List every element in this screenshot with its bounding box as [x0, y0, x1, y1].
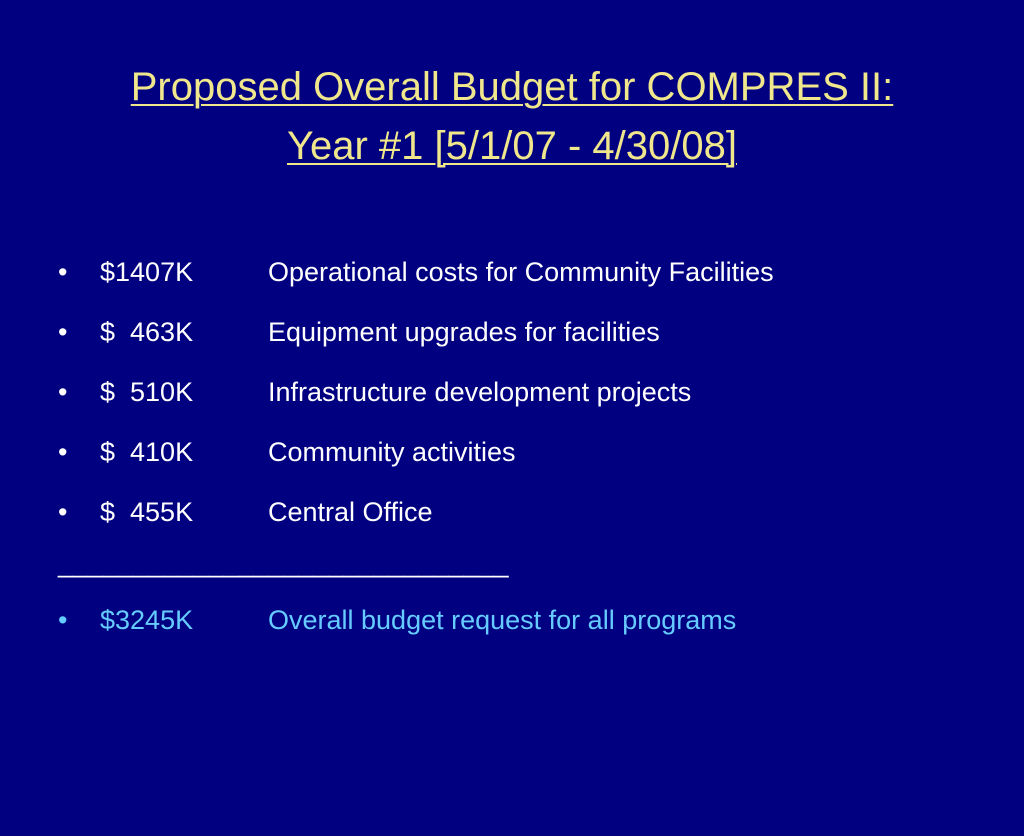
budget-item [58, 248, 1008, 308]
bullet-icon: • [58, 317, 68, 347]
budget-description: Infrastructure development projects [268, 377, 692, 407]
budget-amount: $ 510K [100, 377, 194, 407]
budget-amount: $1407K [100, 257, 194, 287]
divider-line: ______________________________ [58, 548, 509, 578]
budget-description: Equipment upgrades for facilities [268, 317, 660, 347]
budget-list [58, 248, 1008, 656]
title-line-2: Year #1 [5/1/07 - 4/30/08] [287, 124, 737, 168]
budget-total [58, 596, 1008, 656]
budget-description: Operational costs for Community Facilities [268, 257, 774, 287]
bullet-icon: • [58, 605, 68, 635]
budget-amount: $ 463K [100, 317, 194, 347]
bullet-icon: • [58, 437, 68, 467]
budget-amount: $ 410K [100, 437, 194, 467]
total-description: Overall budget request for all programs [268, 605, 737, 635]
budget-description: Community activities [268, 437, 516, 467]
bullet-icon: • [58, 377, 68, 407]
budget-amount: $ 455K [100, 497, 194, 527]
budget-item [58, 368, 1008, 428]
bullet-icon: • [58, 257, 68, 287]
budget-item [58, 488, 1008, 548]
total-amount: $3245K [100, 605, 194, 635]
budget-description: Central Office [268, 497, 433, 527]
budget-item [58, 308, 1008, 368]
slide-title [0, 58, 1024, 176]
budget-item [58, 428, 1008, 488]
bullet-icon: • [58, 497, 68, 527]
title-line-1: Proposed Overall Budget for COMPRES II: [130, 65, 894, 109]
